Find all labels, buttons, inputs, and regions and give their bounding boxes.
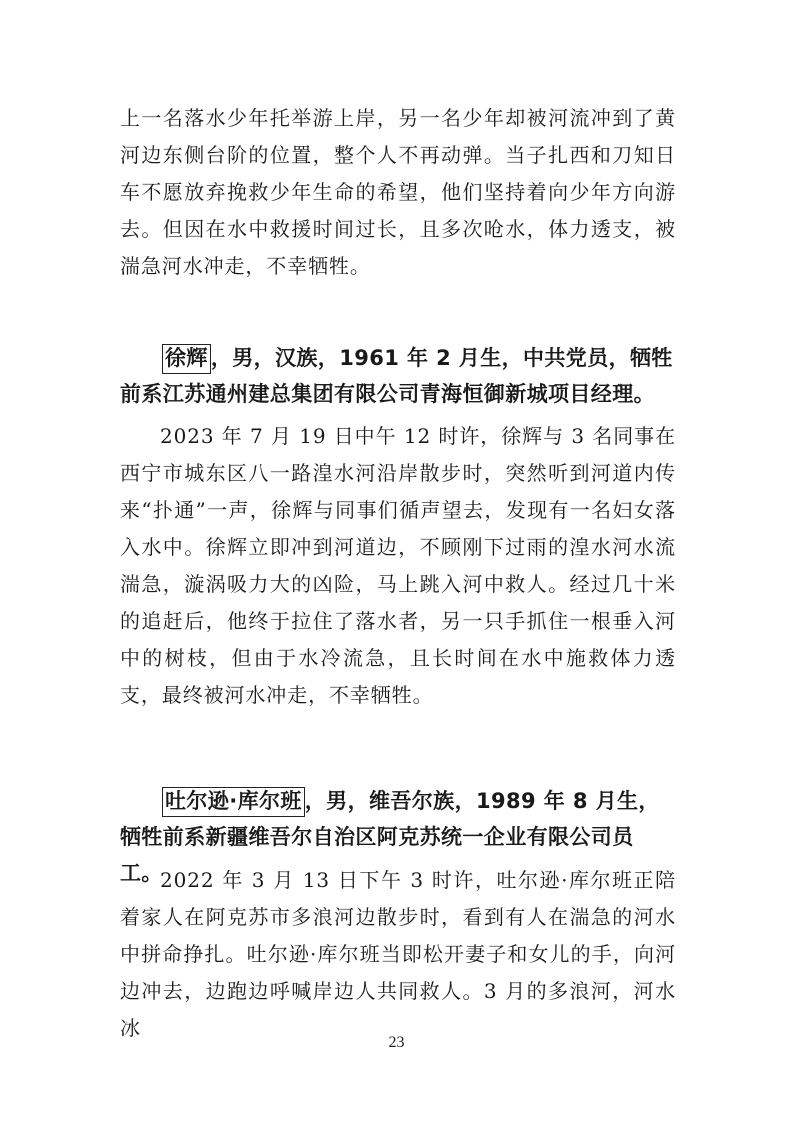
person-2-story-block: [120, 862, 676, 1047]
paragraph-continuation-block: [120, 100, 676, 285]
person-1-story-block: [120, 418, 676, 714]
person-1-description: ，男，汉族，1961 年 2 月生，中共党员，牺牲前系江苏通州建总集团有限公司青海恒御新城项目经理。: [120, 346, 673, 406]
paragraph-continuation: 上一名落水少年托举游上岸，另一名少年却被河流冲到了黄河边东侧台阶的位置，整个人不再动弹。当子扎西和刀知日车不愿放弃挽救少年生命的希望，他们坚持着向少年方向游去。但因在水中救援时间过长，且多次呛水，体力透支，被湍急河水冲走，不幸牺牲。: [120, 106, 676, 278]
page-number: 23: [388, 1034, 405, 1051]
person-1-name: 徐辉: [162, 344, 211, 374]
person-1-story: 2023 年 7 月 19 日中午 12 时许，徐辉与 3 名同事在西宁市城东区八一路湟水河沿岸散步时，突然听到河道内传来“扑通”一声，徐辉与同事们循声望去，发现有一名妇女落入水中。徐辉立即冲到河道边，不顾刚下过雨的湟水河水流湍急，漩涡吸力大的凶险，马上跳入河中救人。经过几十米的追赶后，他终于拉住了落水者，另一只手抓住一根垂入河中的树枝，但由于水冷流急，且长时间在水中施救体力透支，最终被河水冲走，不幸牺牲。: [120, 424, 676, 707]
person-1-heading-block: [120, 340, 676, 412]
person-1-heading: [120, 340, 676, 412]
person-2-description: ，男，维吾尔族，1989 年 8 月生，牺牲前系新疆维吾尔自治区阿克苏统一企业有限公司员工。: [120, 789, 660, 885]
person-2-name: 吐尔逊·库尔班: [162, 787, 305, 817]
person-2-story: 2022 年 3 月 13 日下午 3 时许，吐尔逊·库尔班正陪着家人在阿克苏市多浪河边散步时，看到有人在湍急的河水中拼命挣扎。吐尔逊·库尔班当即松开妻子和女儿的手，向河边冲去，边跑边呼喊岸边人共同救人。3 月的多浪河，河水冰: [120, 868, 676, 1040]
